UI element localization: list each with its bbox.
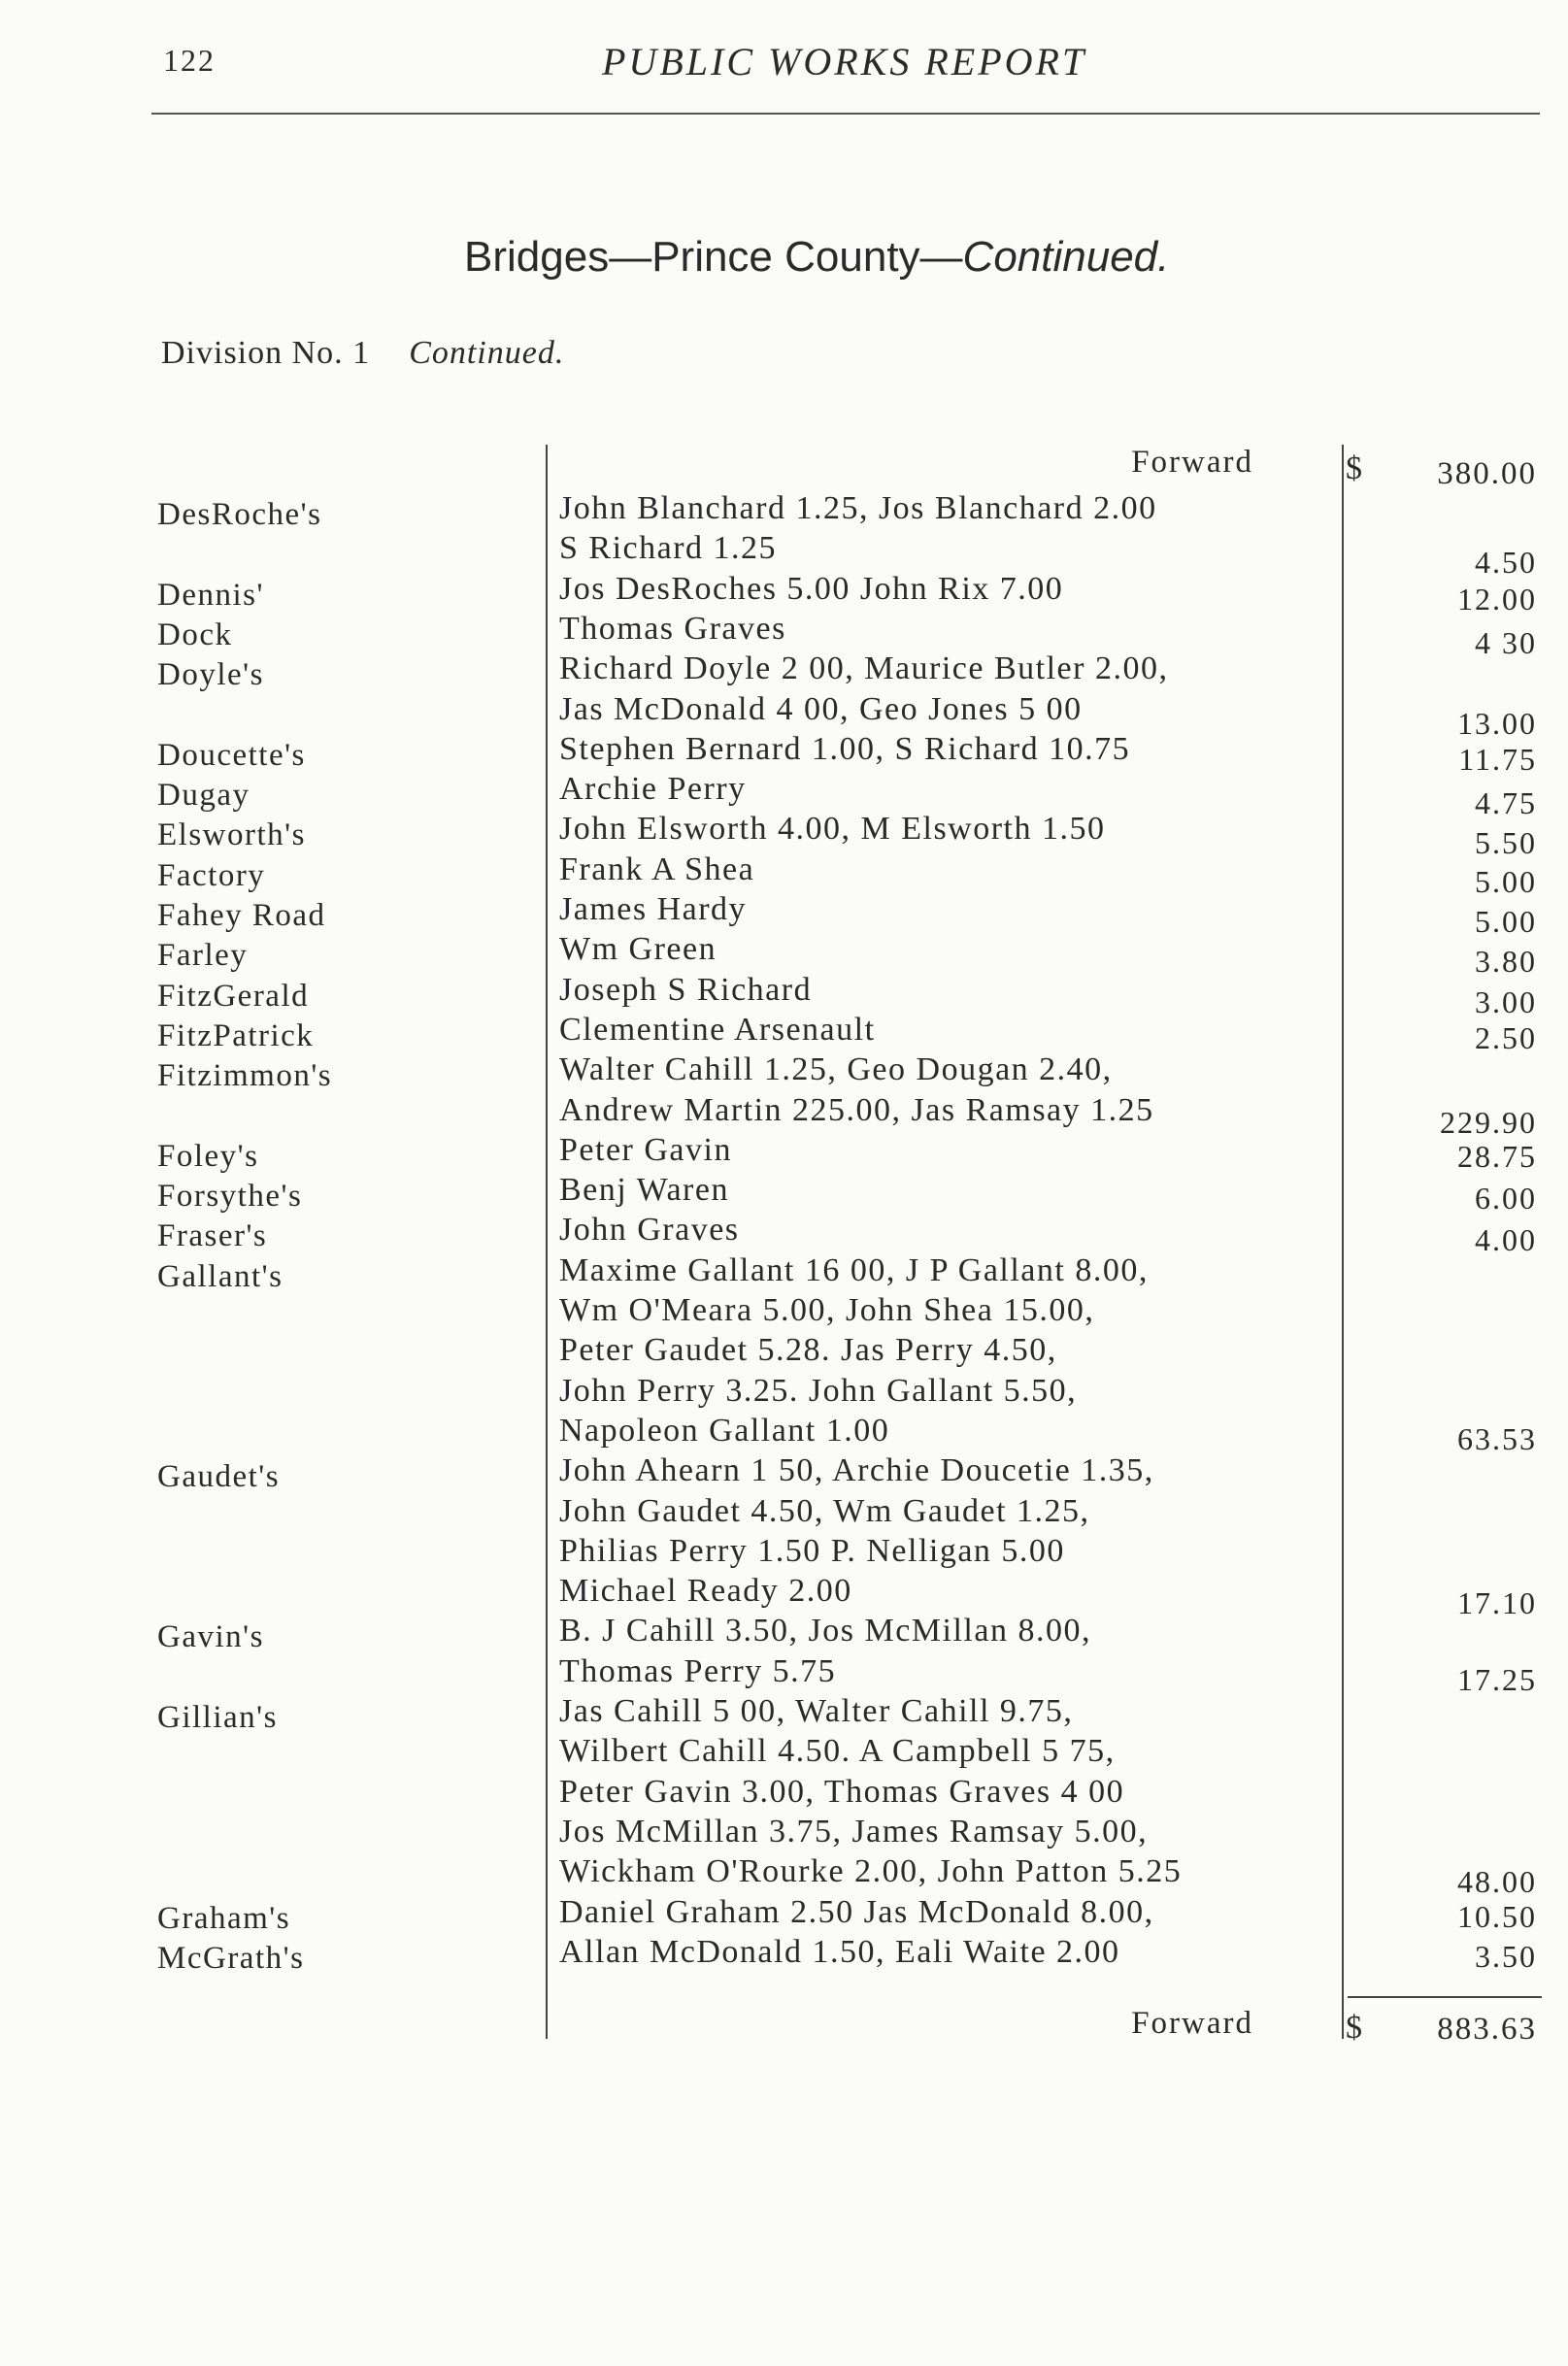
amount: 4.50 [1475, 545, 1537, 581]
ledger-line: Maxime Gallant 16 00, J P Gallant 8.00, [559, 1251, 1149, 1288]
ledger-line: John Gaudet 4.50, Wm Gaudet 1.25, [559, 1492, 1090, 1529]
bridge-name: Foley's [157, 1138, 259, 1174]
ledger-line: Walter Cahill 1.25, Geo Dougan 2.40, [559, 1051, 1113, 1088]
division-continued: Continued. [409, 335, 565, 371]
ledger-line: Clementine Arsenault [559, 1011, 876, 1048]
amount: 2.50 [1475, 1019, 1537, 1055]
section-title-main: Bridges—Prince County— [464, 233, 963, 281]
amount-column-rule [1342, 445, 1344, 2039]
amount: 17.10 [1457, 1585, 1537, 1621]
bridge-name: Graham's [157, 1900, 291, 1936]
amount: 12.00 [1457, 581, 1537, 616]
ledger-line: Jos DesRoches 5.00 John Rix 7.00 [559, 570, 1064, 607]
bridge-name: FitzPatrick [157, 1017, 315, 1053]
forward-label-top: Forward [1131, 445, 1253, 480]
currency-symbol-bottom: $ [1346, 2010, 1362, 2046]
ledger-line: Allan McDonald 1.50, Eali Waite 2.00 [559, 1933, 1120, 1970]
ledger-line: Archie Perry [559, 771, 747, 808]
bridge-name: Farley [157, 938, 249, 974]
amount: 63.53 [1457, 1420, 1537, 1456]
amount: 5.00 [1475, 904, 1537, 939]
section-title-continued: Continued. [962, 233, 1170, 281]
amount: 17.25 [1457, 1661, 1537, 1697]
ledger-line: Stephen Bernard 1.00, S Richard 10.75 [559, 730, 1131, 767]
ledger-line: Jos McMillan 3.75, James Ramsay 5.00, [559, 1813, 1149, 1849]
bridge-name: DesRoche's [157, 497, 322, 532]
ledger-line: Wm Green [559, 931, 717, 968]
ledger-line: Andrew Martin 225.00, Jas Ramsay 1.25 [559, 1091, 1154, 1128]
ledger-line: Joseph S Richard [559, 971, 813, 1008]
bridge-name: Fahey Road [157, 898, 326, 933]
amount: 28.75 [1457, 1138, 1537, 1174]
ledger-line: Napoleon Gallant 1.00 [559, 1412, 890, 1449]
amount: 5.50 [1475, 825, 1537, 861]
amount: 6.00 [1475, 1181, 1537, 1216]
page-number: 122 [163, 43, 216, 78]
total-rule [1348, 1996, 1542, 1998]
bridge-name: Factory [157, 857, 266, 893]
ledger-line: Benj Waren [559, 1172, 729, 1209]
bridge-name: Gavin's [157, 1619, 264, 1655]
ledger-line: Thomas Graves [559, 610, 786, 647]
amount: 4.00 [1475, 1222, 1537, 1258]
bridge-name: Forsythe's [157, 1179, 303, 1215]
amount: 4 30 [1475, 624, 1537, 660]
ledger-line: John Blanchard 1.25, Jos Blanchard 2.00 [559, 490, 1157, 526]
ledger-line: Wickham O'Rourke 2.00, John Patton 5.25 [559, 1853, 1183, 1890]
bridge-name: McGrath's [157, 1940, 305, 1976]
amount: 3.80 [1475, 944, 1537, 980]
bridge-name: Gaudet's [157, 1459, 281, 1495]
ledger-line: John Ahearn 1 50, Archie Doucetie 1.35, [559, 1452, 1154, 1489]
division-heading [161, 335, 564, 372]
bridge-name: Elsworth's [157, 817, 306, 853]
ledger-line: B. J Cahill 3.50, Jos McMillan 8.00, [559, 1613, 1091, 1650]
ledger-line: S Richard 1.25 [559, 530, 778, 567]
amount: 4.75 [1475, 785, 1537, 821]
amount: 13.00 [1457, 705, 1537, 741]
forward-label-bottom: Forward [1131, 2006, 1253, 2041]
ledger-line: John Elsworth 4.00, M Elsworth 1.50 [559, 811, 1106, 848]
bridge-name: Gallant's [157, 1258, 284, 1294]
ledger-line: Thomas Perry 5.75 [559, 1652, 837, 1689]
bridge-name: Doucette's [157, 737, 306, 773]
bridge-name: Dennis' [157, 577, 264, 613]
bridge-name: Doyle's [157, 657, 264, 693]
bridge-name: FitzGerald [157, 978, 310, 1014]
ledger-line: Michael Ready 2.00 [559, 1573, 852, 1610]
amount: 10.50 [1457, 1898, 1537, 1934]
bridge-name: Dock [157, 616, 233, 652]
header-rule [151, 113, 1540, 115]
amount: 11.75 [1458, 741, 1537, 777]
forward-amount-top: 380.00 [1437, 456, 1537, 491]
forward-amount-bottom: 883.63 [1437, 2012, 1537, 2047]
bridge-name: Fitzimmon's [157, 1058, 333, 1094]
amount: 229.90 [1440, 1104, 1537, 1140]
amount: 3.50 [1475, 1938, 1537, 1974]
ledger-line: Peter Gavin 3.00, Thomas Graves 4 00 [559, 1773, 1125, 1810]
bridge-name: Dugay [157, 778, 250, 814]
amount: 48.00 [1457, 1864, 1537, 1900]
ledger-line: Philias Perry 1.50 P. Nelligan 5.00 [559, 1532, 1065, 1569]
ledger-line: Daniel Graham 2.50 Jas McDonald 8.00, [559, 1893, 1154, 1930]
ledger-line: Frank A Shea [559, 850, 755, 887]
ledger-line: James Hardy [559, 891, 748, 927]
running-title: PUBLIC WORKS REPORT [602, 40, 1087, 83]
bridge-name: Fraser's [157, 1218, 268, 1254]
section-title [464, 233, 1169, 282]
ledger-line: Jas Cahill 5 00, Walter Cahill 9.75, [559, 1693, 1074, 1729]
ledger-line: John Graves [559, 1212, 740, 1249]
ledger-line: Wm O'Meara 5.00, John Shea 15.00, [559, 1292, 1095, 1328]
names-column-rule [546, 445, 548, 2039]
ledger-line: Jas McDonald 4 00, Geo Jones 5 00 [559, 690, 1083, 727]
division-label: Division No. 1 [161, 335, 371, 371]
ledger-line: Peter Gaudet 5.28. Jas Perry 4.50, [559, 1332, 1057, 1369]
bridge-name: Gillian's [157, 1700, 278, 1735]
ledger-line: Richard Doyle 2 00, Maurice Butler 2.00, [559, 650, 1169, 687]
currency-symbol-top: $ [1346, 450, 1362, 486]
ledger-line: John Perry 3.25. John Gallant 5.50, [559, 1372, 1078, 1409]
ledger-line: Wilbert Cahill 4.50. A Campbell 5 75, [559, 1733, 1116, 1770]
amount: 5.00 [1475, 863, 1537, 899]
ledger-line: Peter Gavin [559, 1131, 732, 1168]
amount: 3.00 [1475, 983, 1537, 1019]
